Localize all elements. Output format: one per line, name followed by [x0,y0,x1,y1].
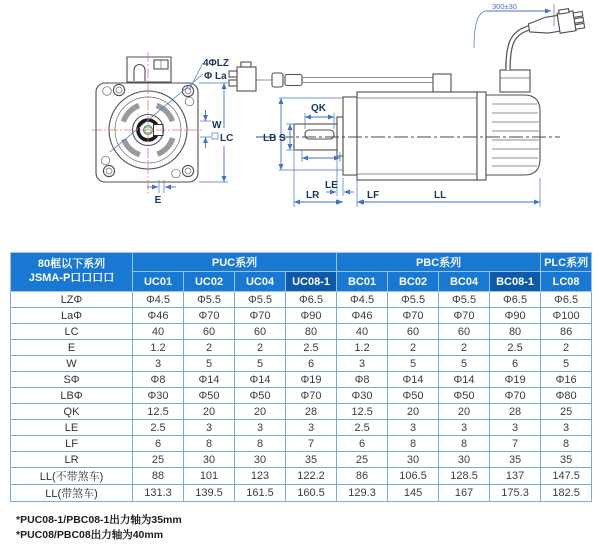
spec-cell-uc02: 139.5 [184,485,235,502]
spec-cell-lc08: Φ80 [541,388,592,404]
spec-cell-uc01: 88 [133,468,184,485]
row-label: SΦ [11,372,133,388]
spec-cell-uc01: 2.5 [133,420,184,436]
row-label: LC [11,324,133,340]
spec-cell-bc02: 8 [388,436,439,452]
spec-cell-bc08-1: 2.5 [490,340,541,356]
table-row [11,485,592,502]
spec-cell-uc01: 25 [133,452,184,468]
spec-cell-bc08-1: Φ90 [490,308,541,324]
dim-label-lc: LC [220,133,234,144]
row-label: LL(带煞车) [11,485,133,502]
spec-cell-bc02: 5 [388,356,439,372]
spec-cell-uc01: 6 [133,436,184,452]
spec-cell-bc04: Φ5.5 [439,292,490,308]
spec-cell-uc01: 131.3 [133,485,184,502]
spec-cell-bc01: Φ30 [337,388,388,404]
spec-cell-uc04: 123 [235,468,286,485]
spec-cell-bc08-1: 28 [490,404,541,420]
spec-cell-bc04: 128.5 [439,468,490,485]
series-header-plc: PLC系列 [541,253,592,272]
spec-cell-bc04: Φ50 [439,388,490,404]
spec-cell-bc04: Φ14 [439,372,490,388]
spec-cell-lc08: 25 [541,404,592,420]
flange-side [343,97,357,175]
model-header-lc08: LC08 [541,272,592,292]
footnote-line: *PUC08/PBC08出力轴为40mm [16,529,164,541]
spec-cell-bc04: 8 [439,436,490,452]
corner-header [11,253,133,292]
spec-cell-uc08-1: 6 [286,356,337,372]
row-label: E [11,340,133,356]
spec-cell-bc02: 20 [388,404,439,420]
encoder-cable-block [433,74,451,92]
square-symbol [212,133,218,139]
spec-cell-uc02: Φ50 [184,388,235,404]
spec-cell-uc04: Φ5.5 [235,292,286,308]
spec-cell-uc04: 3 [235,420,286,436]
spec-cell-uc04: 20 [235,404,286,420]
spec-cell-bc01: Φ4.5 [337,292,388,308]
spec-cell-uc08-1: 2.5 [286,340,337,356]
cable-gland [500,70,530,92]
model-header-bc04: BC04 [439,272,490,292]
dim-label-qk: QK [311,103,326,114]
spec-cell-uc04: 60 [235,324,286,340]
spec-cell-uc04: Φ70 [235,308,286,324]
model-header-bc02: BC02 [388,272,439,292]
dimension-drawings [0,0,600,250]
body-separator [477,92,486,180]
spec-cell-lc08: 8 [541,436,592,452]
dim-label-s: S [279,133,286,144]
spec-cell-uc01: 1.2 [133,340,184,356]
spec-cell-bc01: 25 [337,452,388,468]
spec-cell-uc02: 30 [184,452,235,468]
spec-cell-uc04: Φ14 [235,372,286,388]
encoder-connector [229,62,302,91]
spec-cell-bc02: Φ70 [388,308,439,324]
spec-cell-uc01: Φ4.5 [133,292,184,308]
spec-cell-lc08: 5 [541,356,592,372]
spec-cell-bc01: 129.3 [337,485,388,502]
spec-cell-bc01: Φ46 [337,308,388,324]
table-row [11,468,592,485]
spec-cell-bc02: 3 [388,420,439,436]
dim-label-ll: LL [434,190,447,201]
spec-cell-lc08: 86 [541,324,592,340]
dim-label-lf: LF [367,190,380,201]
spec-cell-uc02: Φ5.5 [184,292,235,308]
spec-cell-lc08: 3 [541,420,592,436]
row-label: LaΦ [11,308,133,324]
spec-cell-bc08-1: 175.3 [490,485,541,502]
spec-cell-uc02: 101 [184,468,235,485]
spec-cell-bc01: Φ8 [337,372,388,388]
spec-cell-bc01: 1.2 [337,340,388,356]
spec-cell-uc02: 60 [184,324,235,340]
spec-cell-uc04: 8 [235,436,286,452]
spec-cell-bc04: 5 [439,356,490,372]
spec-cell-bc02: 2 [388,340,439,356]
spec-table [10,252,592,502]
model-header-uc02: UC02 [184,272,235,292]
spec-cell-bc08-1: 137 [490,468,541,485]
model-header-bc08-1: BC08-1 [490,272,541,292]
spec-cell-uc04: 5 [235,356,286,372]
spec-cell-uc04: Φ50 [235,388,286,404]
spec-cell-uc08-1: 35 [286,452,337,468]
spec-cell-uc01: Φ46 [133,308,184,324]
row-label: LL(不带煞车) [11,468,133,485]
spec-cell-lc08: Φ6.5 [541,292,592,308]
spec-cell-uc01: 12.5 [133,404,184,420]
footnote-line: *PUC08-1/PBC08-1出力轴为35mm [16,514,182,526]
spec-cell-uc08-1: 7 [286,436,337,452]
spec-cell-bc04: 30 [439,452,490,468]
spec-cell-uc02: Φ70 [184,308,235,324]
table-row [11,452,592,468]
spec-cell-bc08-1: Φ19 [490,372,541,388]
spec-cell-bc01: 6 [337,436,388,452]
corner-title-line2: JSMA-P口口口口 [28,272,115,284]
spec-cell-uc04: 161.5 [235,485,286,502]
series-header-puc: PUC系列 [133,253,337,272]
dim-label-4lz: 4ΦLZ [203,58,229,69]
dim-label-cable-length: 300±30 [492,2,517,11]
front-view-drawing [92,52,233,206]
spec-cell-bc01: 86 [337,468,388,485]
table-row [11,308,592,324]
spec-cell-bc04: 60 [439,324,490,340]
dim-label-lr: LR [306,190,320,201]
model-header-uc01: UC01 [133,272,184,292]
spec-cell-bc02: Φ14 [388,372,439,388]
spec-cell-uc04: 2 [235,340,286,356]
rear-cap [486,95,540,175]
spec-cell-bc04: 167 [439,485,490,502]
spec-cell-uc08-1: 122.2 [286,468,337,485]
spec-cell-bc02: 30 [388,452,439,468]
corner-title-line1: 80框以下系列 [37,258,106,271]
spec-cell-uc04: 30 [235,452,286,468]
spec-cell-lc08: 35 [541,452,592,468]
spec-table-container [10,252,592,502]
series-header-pbc: PBC系列 [337,253,541,272]
spec-thead [11,253,592,292]
row-label: LZΦ [11,292,133,308]
spec-cell-bc04: 3 [439,420,490,436]
spec-cell-bc01: 3 [337,356,388,372]
dim-label-lb: LB [263,133,277,144]
spec-cell-uc08-1: 160.5 [286,485,337,502]
spec-cell-bc01: 2.5 [337,420,388,436]
spec-cell-uc08-1: Φ70 [286,388,337,404]
spec-cell-bc08-1: Φ70 [490,388,541,404]
footnotes [16,513,182,543]
spec-cell-uc02: 2 [184,340,235,356]
spec-cell-bc02: Φ5.5 [388,292,439,308]
spec-cell-lc08: Φ100 [541,308,592,324]
row-label: LE [11,420,133,436]
spec-cell-lc08: 182.5 [541,485,592,502]
spec-tbody [11,292,592,502]
table-row [11,436,592,452]
model-header-uc08-1: UC08-1 [286,272,337,292]
dim-label-la: Φ La [204,71,227,82]
side-view-drawing [229,2,585,207]
spec-cell-bc04: 20 [439,404,490,420]
spec-cell-bc08-1: 35 [490,452,541,468]
table-row [11,356,592,372]
model-header-bc01: BC01 [337,272,388,292]
spec-cell-bc08-1: 80 [490,324,541,340]
table-row [11,340,592,356]
table-row [11,292,592,308]
dim-label-w: W [212,120,222,131]
table-row [11,324,592,340]
table-row [11,372,592,388]
spec-cell-uc08-1: Φ19 [286,372,337,388]
spec-cell-uc02: 3 [184,420,235,436]
spec-cell-uc08-1: 3 [286,420,337,436]
spec-cell-uc01: Φ30 [133,388,184,404]
spec-cell-bc02: 145 [388,485,439,502]
spec-cell-bc08-1: 7 [490,436,541,452]
row-label: LR [11,452,133,468]
row-label: QK [11,404,133,420]
spec-cell-lc08: Φ16 [541,372,592,388]
spec-cell-uc02: Φ14 [184,372,235,388]
spec-cell-uc08-1: 28 [286,404,337,420]
spec-cell-bc02: 106.5 [388,468,439,485]
spec-cell-bc02: 60 [388,324,439,340]
spec-cell-uc01: 3 [133,356,184,372]
spec-cell-uc08-1: Φ6.5 [286,292,337,308]
dim-label-e: E [154,195,162,206]
shaft-shoulder [337,117,343,156]
spec-cell-bc01: 40 [337,324,388,340]
spec-cell-uc02: 5 [184,356,235,372]
model-header-uc04: UC04 [235,272,286,292]
spec-cell-uc02: 20 [184,404,235,420]
spec-cell-uc01: 40 [133,324,184,340]
spec-cell-bc04: 2 [439,340,490,356]
table-row [11,388,592,404]
spec-cell-bc02: Φ50 [388,388,439,404]
spec-cell-uc02: 8 [184,436,235,452]
row-label: LF [11,436,133,452]
spec-cell-bc08-1: Φ6.5 [490,292,541,308]
spec-cell-bc01: 12.5 [337,404,388,420]
spec-cell-bc04: Φ70 [439,308,490,324]
table-row [11,404,592,420]
motor-body [357,92,477,180]
spec-cell-uc08-1: Φ90 [286,308,337,324]
dim-label-le: LE [325,180,338,191]
spec-cell-bc08-1: 6 [490,356,541,372]
spec-cell-uc08-1: 80 [286,324,337,340]
table-row [11,420,592,436]
row-label: LBΦ [11,388,133,404]
row-label: W [11,356,133,372]
spec-cell-lc08: 147.5 [541,468,592,485]
spec-cell-uc01: Φ8 [133,372,184,388]
spec-cell-bc08-1: 3 [490,420,541,436]
spec-cell-lc08: 2 [541,340,592,356]
